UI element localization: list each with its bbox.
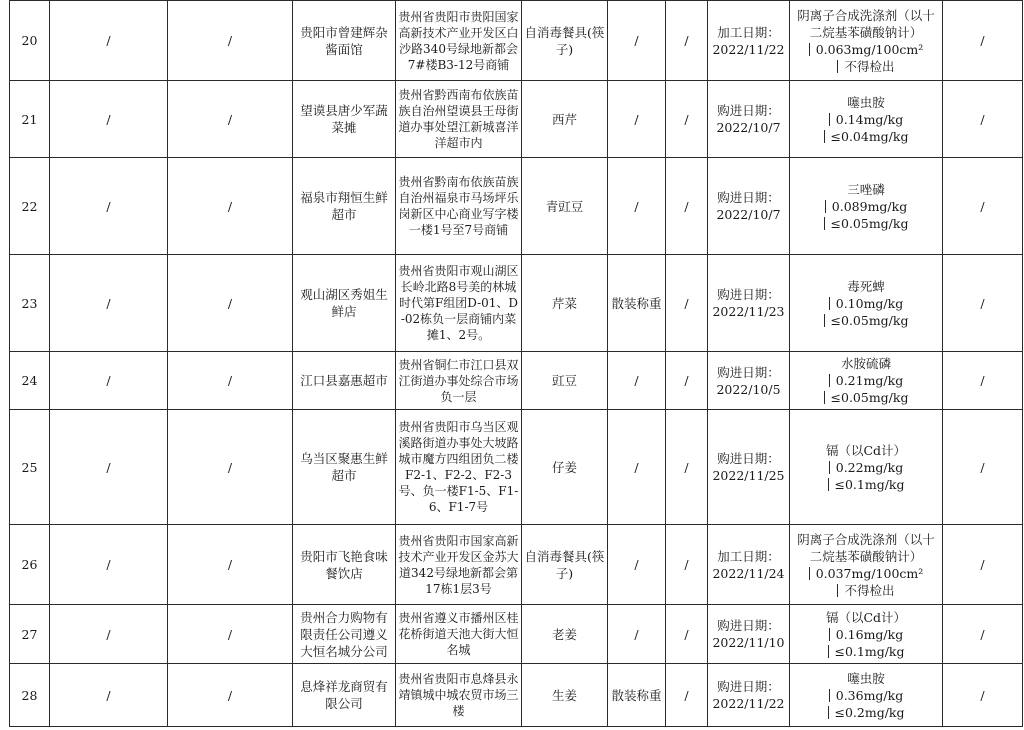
test-result: 0.16mg/kg bbox=[835, 626, 904, 642]
date-label: 购进日期： bbox=[717, 679, 780, 694]
date-label: 购进日期： bbox=[717, 190, 780, 205]
table-body bbox=[10, 1, 1023, 727]
result-cell bbox=[790, 352, 943, 410]
date-label: 购进日期： bbox=[717, 618, 780, 633]
result-cell bbox=[790, 605, 943, 664]
business-address: 贵州省遵义市播州区桂花桥街道天池大街大恒名城 bbox=[396, 605, 522, 664]
brand: / bbox=[666, 158, 708, 255]
test-item: 噻虫胺 bbox=[847, 94, 885, 110]
business-name: 息烽祥龙商贸有限公司 bbox=[293, 664, 396, 727]
cell-placeholder: / bbox=[943, 664, 1023, 727]
cell-placeholder: / bbox=[943, 255, 1023, 352]
separator-mark bbox=[828, 706, 833, 719]
food-name: 老姜 bbox=[522, 605, 608, 664]
date-value: 2022/11/10 bbox=[712, 635, 785, 650]
test-item: 水胺硫磷 bbox=[840, 356, 891, 371]
standard-value: ≤0.1mg/kg bbox=[834, 476, 905, 492]
date-label: 购进日期： bbox=[717, 451, 780, 466]
date-label: 购进日期： bbox=[717, 287, 780, 302]
date-value: 2022/11/22 bbox=[712, 41, 785, 57]
business-name: 福泉市翔恒生鲜超市 bbox=[293, 158, 396, 255]
brand: / bbox=[666, 352, 708, 410]
row-number: 21 bbox=[10, 81, 50, 158]
test-item: 镉（以Cd计） bbox=[825, 442, 907, 458]
business-address: 贵州省贵阳市乌当区观溪路街道办事处大坡路城市魔方四组团负二楼F2-1、F2-2、F2-3号、负一楼F1-5、F1-6、F1-7号 bbox=[396, 410, 522, 525]
standard-value: ≤0.05mg/kg bbox=[830, 312, 909, 328]
business-name: 观山湖区秀姐生鲜店 bbox=[293, 255, 396, 352]
separator-mark bbox=[829, 374, 834, 387]
standard-value: ≤0.04mg/kg bbox=[830, 128, 909, 144]
business-address: 贵州省贵阳市息烽县永靖镇城中城农贸市场三楼 bbox=[396, 664, 522, 727]
cell-placeholder: / bbox=[943, 352, 1023, 410]
cell-placeholder: / bbox=[168, 605, 293, 664]
brand: / bbox=[666, 605, 708, 664]
brand: / bbox=[666, 255, 708, 352]
food-name: 青豇豆 bbox=[522, 158, 608, 255]
date-value: 2022/10/5 bbox=[716, 381, 781, 397]
separator-mark bbox=[837, 60, 842, 73]
specification: / bbox=[608, 158, 666, 255]
cell-placeholder: / bbox=[943, 1, 1023, 81]
specification: / bbox=[608, 605, 666, 664]
test-result: 0.063mg/100cm² bbox=[815, 41, 924, 57]
cell-placeholder: / bbox=[168, 1, 293, 81]
cell-placeholder: / bbox=[943, 410, 1023, 525]
cell-placeholder: / bbox=[943, 81, 1023, 158]
table-row bbox=[10, 352, 1023, 410]
separator-mark bbox=[824, 130, 829, 143]
row-number: 25 bbox=[10, 410, 50, 525]
test-item: 阴离子合成洗涤剂（以十二烷基苯磺酸钠计） bbox=[797, 7, 935, 40]
separator-mark bbox=[837, 584, 842, 597]
separator-mark bbox=[824, 314, 829, 327]
row-number: 22 bbox=[10, 158, 50, 255]
separator-mark bbox=[829, 113, 834, 126]
food-name: 豇豆 bbox=[522, 352, 608, 410]
business-address: 贵州省贵阳市国家高新技术产业开发区金苏大道342号绿地新都会第17栋1层3号 bbox=[396, 525, 522, 605]
cell-placeholder: / bbox=[50, 605, 168, 664]
date-value: 2022/11/24 bbox=[712, 565, 785, 581]
test-result: 0.21mg/kg bbox=[835, 373, 904, 388]
business-name: 乌当区聚惠生鲜超市 bbox=[293, 410, 396, 525]
result-cell bbox=[790, 81, 943, 158]
result-cell bbox=[790, 410, 943, 525]
table-row bbox=[10, 158, 1023, 255]
brand: / bbox=[666, 410, 708, 525]
date-label: 加工日期： bbox=[717, 24, 780, 40]
table-row bbox=[10, 664, 1023, 727]
cell-placeholder: / bbox=[168, 525, 293, 605]
separator-mark bbox=[828, 645, 833, 658]
business-address: 贵州省黔南布依族苗族自治州福泉市马场坪乐岗新区中心商业写字楼一楼1号至7号商铺 bbox=[396, 158, 522, 255]
date-cell bbox=[708, 158, 790, 255]
specification: / bbox=[608, 525, 666, 605]
table-row bbox=[10, 525, 1023, 605]
date-value: 2022/11/22 bbox=[712, 696, 785, 711]
brand: / bbox=[666, 81, 708, 158]
standard-value: ≤0.2mg/kg bbox=[834, 704, 905, 720]
date-cell bbox=[708, 664, 790, 727]
test-item: 阴离子合成洗涤剂（以十二烷基苯磺酸钠计） bbox=[797, 531, 935, 564]
business-address: 贵州省铜仁市江口县双江街道办事处综合市场负一层 bbox=[396, 352, 522, 410]
standard-value: 不得检出 bbox=[844, 58, 895, 74]
date-value: 2022/10/7 bbox=[716, 120, 781, 135]
separator-mark bbox=[809, 43, 814, 56]
cell-placeholder: / bbox=[168, 158, 293, 255]
table-row bbox=[10, 81, 1023, 158]
cell-placeholder: / bbox=[50, 352, 168, 410]
test-item: 三唑磷 bbox=[847, 181, 885, 197]
separator-mark bbox=[829, 689, 834, 702]
test-result: 0.089mg/kg bbox=[831, 198, 908, 214]
food-name: 仔姜 bbox=[522, 410, 608, 525]
date-value: 2022/10/7 bbox=[716, 207, 781, 222]
test-item: 镉（以Cd计） bbox=[825, 609, 907, 625]
standard-value: 不得检出 bbox=[844, 582, 895, 598]
cell-placeholder: / bbox=[168, 410, 293, 525]
test-item: 噻虫胺 bbox=[847, 670, 885, 686]
row-number: 23 bbox=[10, 255, 50, 352]
date-cell bbox=[708, 525, 790, 605]
date-value: 2022/11/23 bbox=[712, 304, 785, 319]
specification: / bbox=[608, 1, 666, 81]
separator-mark bbox=[824, 217, 829, 230]
table-row bbox=[10, 1, 1023, 81]
cell-placeholder: / bbox=[50, 158, 168, 255]
business-address: 贵州省黔西南布依族苗族自治州望谟县王母街道办事处望江新城喜洋洋超市内 bbox=[396, 81, 522, 158]
result-cell bbox=[790, 255, 943, 352]
test-result: 0.14mg/kg bbox=[835, 111, 904, 127]
date-label: 购进日期： bbox=[717, 364, 780, 380]
specification: / bbox=[608, 81, 666, 158]
test-result: 0.037mg/100cm² bbox=[815, 565, 924, 581]
row-number: 20 bbox=[10, 1, 50, 81]
business-address: 贵州省贵阳市贵阳国家高新技术产业开发区白沙路340号绿地新都会7#楼B3-12号商铺 bbox=[396, 1, 522, 81]
cell-placeholder: / bbox=[168, 352, 293, 410]
specification: 散装称重 bbox=[608, 255, 666, 352]
row-number: 26 bbox=[10, 525, 50, 605]
brand: / bbox=[666, 525, 708, 605]
date-cell bbox=[708, 352, 790, 410]
separator-mark bbox=[829, 461, 834, 474]
separator-mark bbox=[809, 567, 814, 580]
row-number: 28 bbox=[10, 664, 50, 727]
standard-value: ≤0.05mg/kg bbox=[830, 215, 909, 231]
business-name: 贵州合力购物有限责任公司遵义大恒名城分公司 bbox=[293, 605, 396, 664]
cell-placeholder: / bbox=[50, 255, 168, 352]
test-result: 0.10mg/kg bbox=[835, 295, 904, 311]
date-label: 加工日期： bbox=[717, 548, 780, 564]
food-name: 自消毒餐具(筷子) bbox=[522, 1, 608, 81]
business-address: 贵州省贵阳市观山湖区长岭北路8号美的林城时代第F组团D-01、D-02栋负一层商铺内菜摊1、2号。 bbox=[396, 255, 522, 352]
food-name: 芹菜 bbox=[522, 255, 608, 352]
separator-mark bbox=[829, 628, 834, 641]
food-name: 生姜 bbox=[522, 664, 608, 727]
brand: / bbox=[666, 664, 708, 727]
date-label: 购进日期： bbox=[717, 103, 780, 118]
date-cell bbox=[708, 255, 790, 352]
cell-placeholder: / bbox=[50, 81, 168, 158]
business-name: 江口县嘉惠超市 bbox=[293, 352, 396, 410]
table-row bbox=[10, 255, 1023, 352]
cell-placeholder: / bbox=[168, 81, 293, 158]
result-cell bbox=[790, 1, 943, 81]
cell-placeholder: / bbox=[943, 525, 1023, 605]
date-value: 2022/11/25 bbox=[712, 468, 785, 483]
date-cell bbox=[708, 605, 790, 664]
table-row bbox=[10, 410, 1023, 525]
separator-mark bbox=[824, 391, 829, 404]
result-cell bbox=[790, 664, 943, 727]
cell-placeholder: / bbox=[50, 1, 168, 81]
test-item: 毒死蜱 bbox=[847, 278, 885, 294]
cell-placeholder: / bbox=[168, 255, 293, 352]
result-cell bbox=[790, 158, 943, 255]
date-cell bbox=[708, 410, 790, 525]
business-name: 贵阳市飞艳食味餐饮店 bbox=[293, 525, 396, 605]
cell-placeholder: / bbox=[50, 410, 168, 525]
row-number: 24 bbox=[10, 352, 50, 410]
separator-mark bbox=[825, 200, 830, 213]
standard-value: ≤0.05mg/kg bbox=[830, 390, 909, 405]
cell-placeholder: / bbox=[50, 664, 168, 727]
food-name: 西芹 bbox=[522, 81, 608, 158]
cell-placeholder: / bbox=[50, 525, 168, 605]
table-row bbox=[10, 605, 1023, 664]
inspection-results-table bbox=[9, 0, 1023, 727]
row-number: 27 bbox=[10, 605, 50, 664]
brand: / bbox=[666, 1, 708, 81]
specification: / bbox=[608, 410, 666, 525]
business-name: 贵阳市曾建辉杂酱面馆 bbox=[293, 1, 396, 81]
test-result: 0.36mg/kg bbox=[835, 687, 904, 703]
food-name: 自消毒餐具(筷子) bbox=[522, 525, 608, 605]
separator-mark bbox=[828, 478, 833, 491]
specification: 散装称重 bbox=[608, 664, 666, 727]
specification: / bbox=[608, 352, 666, 410]
separator-mark bbox=[829, 297, 834, 310]
cell-placeholder: / bbox=[943, 158, 1023, 255]
standard-value: ≤0.1mg/kg bbox=[834, 643, 905, 659]
result-cell bbox=[790, 525, 943, 605]
cell-placeholder: / bbox=[943, 605, 1023, 664]
date-cell bbox=[708, 81, 790, 158]
date-cell bbox=[708, 1, 790, 81]
cell-placeholder: / bbox=[168, 664, 293, 727]
business-name: 望谟县唐少军蔬菜摊 bbox=[293, 81, 396, 158]
test-result: 0.22mg/kg bbox=[835, 459, 904, 475]
